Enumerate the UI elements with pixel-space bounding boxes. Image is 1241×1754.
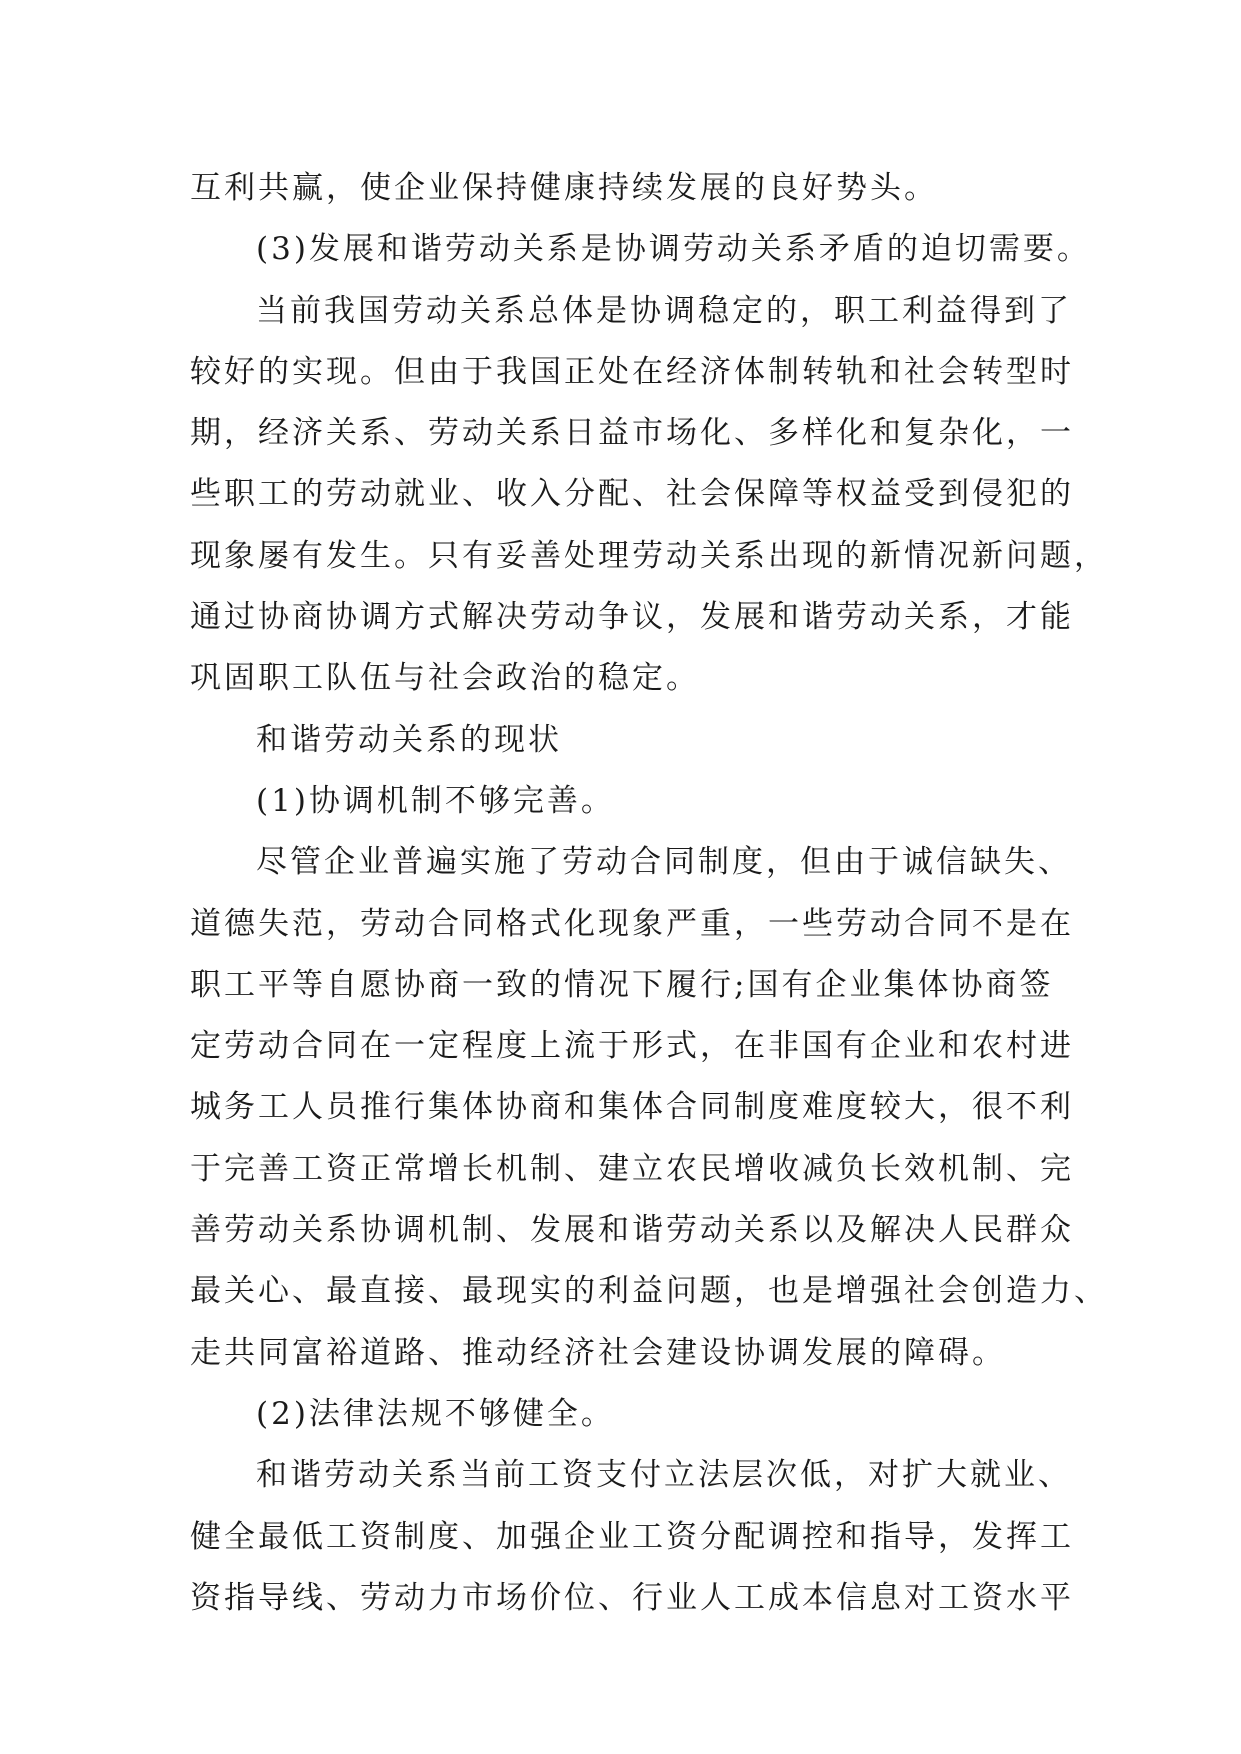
text-line: 最关心、最直接、最现实的利益问题，也是增强社会创造力、 bbox=[190, 1273, 1108, 1310]
text-line: 走共同富裕道路、推动经济社会建设协调发展的障碍。 bbox=[190, 1334, 1006, 1371]
list-item-heading: (2)法律法规不够健全。 bbox=[256, 1395, 615, 1432]
text-line: 定劳动合同在一定程度上流于形式，在非国有企业和农村进 bbox=[190, 1028, 1074, 1065]
text-line: 期，经济关系、劳动关系日益市场化、多样化和复杂化，一 bbox=[190, 415, 1074, 452]
text-line: 互利共赢，使企业保持健康持续发展的良好势头。 bbox=[190, 170, 938, 206]
section-heading: 和谐劳动关系的现状 bbox=[256, 721, 562, 758]
text-line: 尽管企业普遍实施了劳动合同制度，但由于诚信缺失、 bbox=[256, 844, 1072, 881]
text-line: 通过协商协调方式解决劳动争议，发展和谐劳动关系，才能 bbox=[190, 599, 1074, 636]
text-line: 些职工的劳动就业、收入分配、社会保障等权益受到侵犯的 bbox=[190, 476, 1074, 513]
list-item-heading: (3)发展和谐劳动关系是协调劳动关系矛盾的迫切需要。 bbox=[256, 231, 1091, 268]
text-line: 职工平等自愿协商一致的情况下履行;国有企业集体协商签 bbox=[190, 966, 1054, 1003]
text-line: 巩固职工队伍与社会政治的稳定。 bbox=[190, 660, 700, 697]
text-line: 当前我国劳动关系总体是协调稳定的，职工利益得到了 bbox=[256, 292, 1072, 329]
text-line: 现象屡有发生。只有妥善处理劳动关系出现的新情况新问题， bbox=[190, 537, 1108, 574]
text-line: 和谐劳动关系当前工资支付立法层次低，对扩大就业、 bbox=[256, 1457, 1072, 1494]
document-body bbox=[190, 158, 1108, 1629]
text-line: 城务工人员推行集体协商和集体合同制度难度较大，很不利 bbox=[190, 1089, 1074, 1126]
text-line: 善劳动关系协调机制、发展和谐劳动关系以及解决人民群众 bbox=[190, 1212, 1074, 1249]
text-line: 健全最低工资制度、加强企业工资分配调控和指导，发挥工 bbox=[190, 1518, 1074, 1555]
text-line: 于完善工资正常增长机制、建立农民增收减负长效机制、完 bbox=[190, 1150, 1074, 1187]
text-line: 较好的实现。但由于我国正处在经济体制转轨和社会转型时 bbox=[190, 353, 1074, 390]
text-line: 资指导线、劳动力市场价位、行业人工成本信息对工资水平 bbox=[190, 1579, 1074, 1616]
text-line: 道德失范，劳动合同格式化现象严重，一些劳动合同不是在 bbox=[190, 905, 1074, 942]
list-item-heading: (1)协调机制不够完善。 bbox=[256, 782, 615, 819]
